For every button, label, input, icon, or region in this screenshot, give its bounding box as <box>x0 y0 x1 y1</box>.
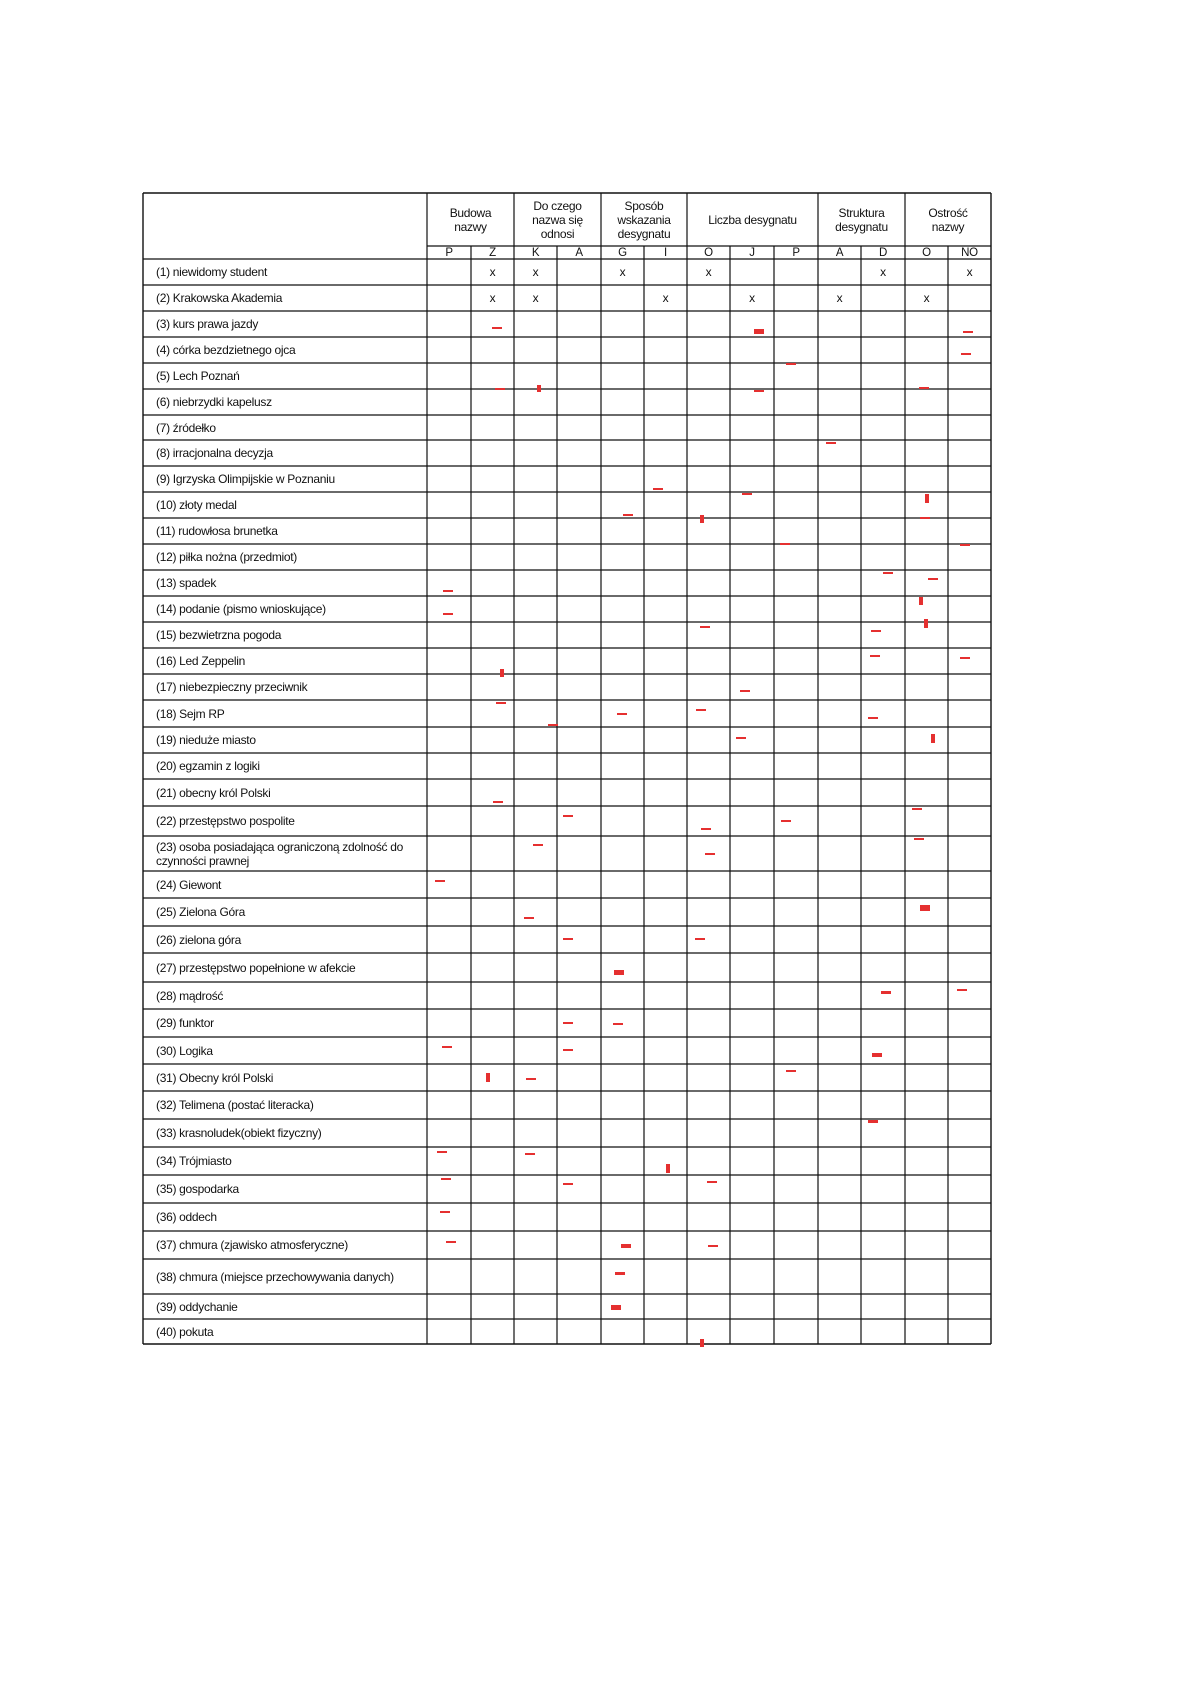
annotation-mark <box>493 801 503 803</box>
row-label: (16) Led Zeppelin <box>156 654 245 668</box>
row-label: (6) niebrzydki kapelusz <box>156 395 272 409</box>
row-label: (4) córka bezdzietnego ojca <box>156 343 296 357</box>
row-label: (1) niewidomy student <box>156 265 268 279</box>
annotation-mark <box>960 544 970 546</box>
annotation-mark <box>696 709 706 711</box>
row-label: (37) chmura (zjawisko atmosferyczne) <box>156 1238 348 1252</box>
annotation-mark <box>786 363 796 365</box>
annotation-mark <box>435 880 445 882</box>
annotation-mark <box>446 1241 456 1243</box>
row-label: (13) spadek <box>156 576 217 590</box>
row-label: (10) złoty medal <box>156 498 237 512</box>
row-label: (21) obecny król Polski <box>156 785 271 800</box>
annotation-mark <box>533 844 543 846</box>
annotation-mark <box>868 1120 878 1123</box>
column-group-header: Do czego nazwa się odnosi <box>532 198 583 241</box>
annotation-mark <box>613 1023 623 1025</box>
row-label: (14) podanie (pismo wnioskujące) <box>156 602 326 616</box>
row-label: (17) niebezpieczny przeciwnik <box>156 680 308 694</box>
column-subheader: P <box>792 246 800 259</box>
annotation-mark <box>695 938 705 940</box>
column-subheader: K <box>531 246 540 259</box>
column-subheader: O <box>922 246 931 259</box>
row-label: (32) Telimena (postać literacka) <box>156 1098 314 1112</box>
annotation-mark <box>443 590 453 592</box>
row-label: (34) Trójmiasto <box>156 1154 232 1168</box>
cell-mark: x <box>966 265 973 279</box>
annotation-mark <box>563 938 573 940</box>
column-group-header: Budowa nazwy <box>449 205 492 234</box>
row-label: (19) nieduże miasto <box>156 733 256 747</box>
cell-mark: x <box>619 265 626 279</box>
annotation-mark <box>780 543 790 545</box>
annotation-mark <box>486 1073 490 1082</box>
annotation-mark <box>700 515 704 523</box>
annotation-mark <box>563 1183 573 1185</box>
cell-mark: x <box>923 291 930 305</box>
annotation-mark <box>548 724 558 726</box>
annotation-mark <box>496 702 506 704</box>
annotation-mark <box>525 1153 535 1155</box>
row-label: (23) osoba posiadająca ograniczoną zdolność do czynności prawnej <box>156 839 404 868</box>
row-label: (11) rudowłosa brunetka <box>156 524 278 538</box>
cell-mark: x <box>532 265 539 279</box>
row-label: (12) piłka nożna (przedmiot) <box>156 550 297 564</box>
annotation-mark <box>705 853 715 855</box>
row-label: (31) Obecny król Polski <box>156 1070 274 1085</box>
annotation-mark <box>614 970 624 975</box>
annotation-mark <box>931 734 935 743</box>
annotation-mark <box>524 917 534 919</box>
annotation-mark <box>440 1211 450 1213</box>
cell-mark: x <box>489 265 496 279</box>
annotation-mark <box>740 690 750 692</box>
row-label: (33) krasnoludek(obiekt fizyczny) <box>156 1126 322 1140</box>
annotation-mark <box>442 1046 452 1048</box>
annotation-mark <box>707 1181 717 1183</box>
row-label: (38) chmura (miejsce przechowywania danych) <box>156 1269 394 1284</box>
annotation-mark <box>615 1272 625 1275</box>
annotation-mark <box>621 1244 631 1248</box>
row-label: (30) Logika <box>156 1043 213 1058</box>
annotation-mark <box>872 1053 882 1057</box>
annotation-mark <box>928 578 938 580</box>
column-subheader: O <box>704 246 713 259</box>
annotation-mark <box>736 737 746 739</box>
row-label: (40) pokuta <box>156 1324 214 1339</box>
annotation-mark <box>754 329 764 334</box>
annotation-mark <box>881 991 891 994</box>
column-group-header: Struktura desygnatu <box>835 205 888 234</box>
row-label: (18) Sejm RP <box>156 706 225 721</box>
annotation-mark <box>437 1151 447 1153</box>
row-label: (25) Zielona Góra <box>156 905 245 919</box>
row-label: (24) Giewont <box>156 877 222 892</box>
annotation-mark <box>611 1305 621 1310</box>
row-label: (35) gospodarka <box>156 1182 239 1196</box>
annotation-mark <box>495 388 505 390</box>
column-group-header: Ostrość nazwy <box>928 205 968 234</box>
cell-mark: x <box>749 291 755 305</box>
annotation-mark <box>912 808 922 810</box>
cell-mark: x <box>662 291 669 305</box>
column-subheader: NO <box>961 246 978 259</box>
annotation-mark <box>653 488 663 490</box>
column-group-header: Sposób wskazania desygnatu <box>617 198 671 241</box>
row-label: (9) Igrzyska Olimpijskie w Poznaniu <box>156 472 335 486</box>
annotation-mark <box>617 713 627 715</box>
annotation-mark <box>563 815 573 817</box>
annotation-mark <box>924 619 928 628</box>
row-label: (8) irracjonalna decyzja <box>156 446 273 460</box>
annotation-mark <box>537 385 541 392</box>
annotation-mark <box>920 517 930 519</box>
row-label: (26) zielona góra <box>156 932 241 947</box>
annotation-mark <box>868 717 878 719</box>
annotation-mark <box>963 331 973 333</box>
annotation-mark <box>957 989 967 991</box>
column-subheader: P <box>445 246 453 259</box>
column-subheader: I <box>664 246 667 259</box>
row-label: (39) oddychanie <box>156 1299 238 1314</box>
annotation-mark <box>919 597 923 605</box>
annotation-mark <box>500 669 504 677</box>
annotation-mark <box>920 905 930 911</box>
annotation-mark <box>786 1070 796 1072</box>
annotation-mark <box>781 820 791 822</box>
column-subheader: A <box>835 246 844 259</box>
annotation-mark <box>492 327 502 329</box>
column-group-header: Liczba desygnatu <box>708 212 797 227</box>
annotation-mark <box>441 1178 451 1180</box>
annotation-mark <box>700 1339 704 1347</box>
column-subheader: A <box>575 246 583 259</box>
annotation-mark <box>563 1022 573 1024</box>
column-subheader: G <box>618 246 627 259</box>
annotation-mark <box>701 828 711 830</box>
annotation-mark <box>871 630 881 632</box>
annotation-mark <box>666 1164 670 1173</box>
cell-mark: x <box>836 291 843 305</box>
annotation-mark <box>914 838 924 840</box>
cell-mark: x <box>880 265 886 279</box>
row-label: (22) przestępstwo pospolite <box>156 814 295 828</box>
column-subheader: Z <box>489 246 496 259</box>
annotation-mark <box>870 655 880 657</box>
annotation-mark <box>526 1078 536 1080</box>
annotation-mark <box>960 657 970 659</box>
annotation-mark <box>443 613 453 615</box>
row-label: (3) kurs prawa jazdy <box>156 317 259 331</box>
row-label: (29) funktor <box>156 1016 214 1030</box>
cell-mark: x <box>705 265 712 279</box>
row-label: (27) przestępstwo popełnione w afekcie <box>156 960 356 975</box>
annotation-mark <box>754 390 764 392</box>
annotation-mark <box>925 494 929 503</box>
row-label: (28) mądrość <box>156 988 224 1003</box>
annotation-mark <box>623 514 633 516</box>
row-label: (7) źródełko <box>156 420 216 435</box>
row-label: (15) bezwietrzna pogoda <box>156 628 282 642</box>
annotation-mark <box>742 493 752 495</box>
row-label: (5) Lech Poznań <box>156 369 240 383</box>
annotation-mark <box>919 387 929 389</box>
column-subheader: J <box>749 246 755 259</box>
row-label: (2) Krakowska Akademia <box>156 291 283 305</box>
row-label: (20) egzamin z logiki <box>156 759 260 773</box>
annotation-mark <box>700 626 710 628</box>
cell-mark: x <box>532 291 539 305</box>
annotation-mark <box>563 1049 573 1051</box>
annotation-mark <box>883 572 893 574</box>
annotation-mark <box>708 1245 718 1247</box>
row-label: (36) oddech <box>156 1210 217 1224</box>
cell-mark: x <box>489 291 496 305</box>
annotation-mark <box>826 442 836 444</box>
column-subheader: D <box>878 246 887 259</box>
annotation-mark <box>961 353 971 355</box>
